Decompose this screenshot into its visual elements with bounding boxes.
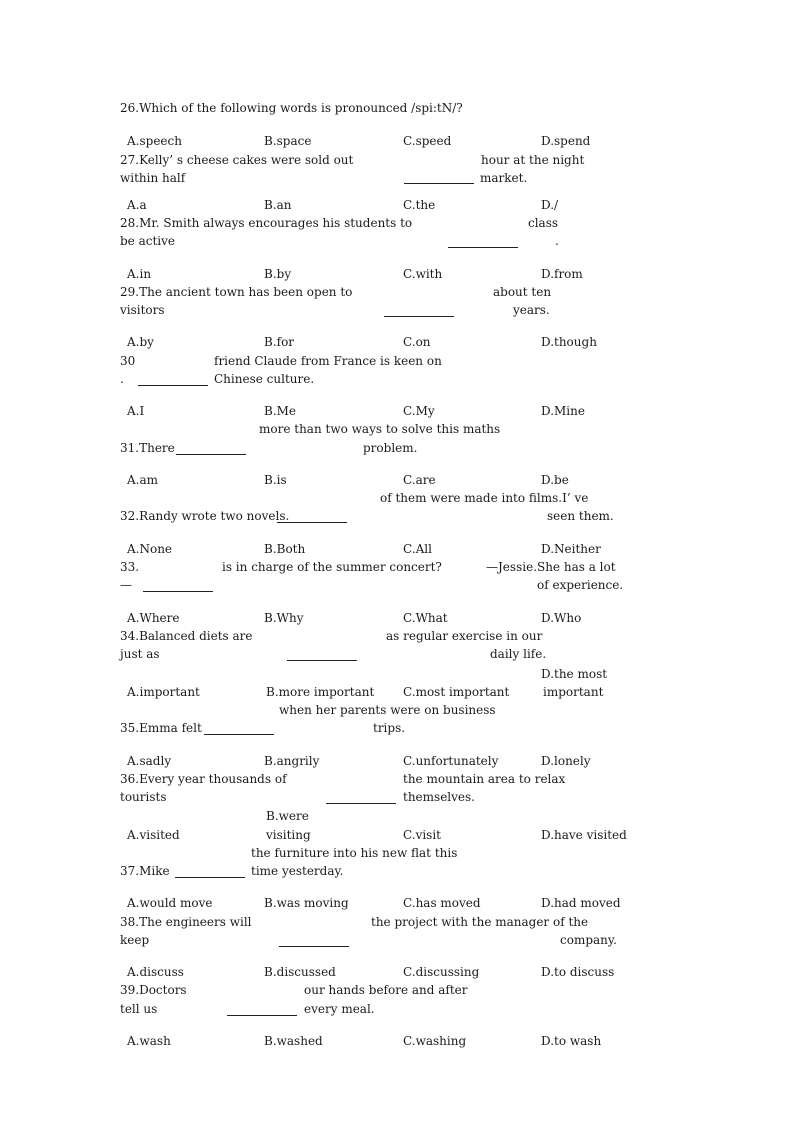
q34-line1: 34.Balanced diets are xyxy=(120,629,253,643)
q28-line2: be active xyxy=(120,234,176,248)
q31-option-d: D.be xyxy=(541,473,569,487)
q36-line2: tourists xyxy=(120,790,167,804)
q38-line2: keep xyxy=(120,933,150,947)
q37-option-b: B.was moving xyxy=(264,896,349,910)
q28-line2-right: . xyxy=(555,234,559,248)
q29-line1-right: about ten xyxy=(493,285,552,299)
q38-line2-right: company. xyxy=(560,933,617,947)
q39-option-b: B.washed xyxy=(264,1034,323,1048)
q34-answer-blank xyxy=(287,660,357,661)
q39-line1-right: our hands before and after xyxy=(304,983,468,997)
q38-answer-blank xyxy=(279,946,349,947)
q34-line2-right: daily life. xyxy=(490,647,547,661)
q35-option-a: A.sadly xyxy=(127,754,172,768)
q27-option-d: D./ xyxy=(541,198,559,212)
q29-answer-blank xyxy=(384,316,454,317)
q34-option-c: C.most important xyxy=(403,685,510,699)
q36-line2-right: themselves. xyxy=(403,790,475,804)
q38-line1: 38.The engineers will xyxy=(120,915,252,929)
q39-line2-right: every meal. xyxy=(304,1002,375,1016)
q30-option-b: B.Me xyxy=(264,404,297,418)
q35-line1-right: trips. xyxy=(373,721,406,735)
q34-line1-right: as regular exercise in our xyxy=(386,629,543,643)
q39-line2: tell us xyxy=(120,1002,158,1016)
q33-option-b: B.Why xyxy=(264,611,304,625)
q39-line1: 39.Doctors xyxy=(120,983,187,997)
q27-line2-right: market. xyxy=(480,171,528,185)
q29-line2: visitors xyxy=(120,303,165,317)
q31-line-top: more than two ways to solve this maths xyxy=(259,422,501,436)
q31-line1: 31.There xyxy=(120,441,175,455)
q33-line1: is in charge of the summer concert? xyxy=(222,560,442,574)
q37-line-top: the furniture into his new flat this xyxy=(251,846,458,860)
q32-option-d: D.Neither xyxy=(541,542,601,556)
q32-line-top: of them were made into films.I’ ve xyxy=(380,491,589,505)
q33-line1-right: —Jessie.She has a lot xyxy=(486,560,616,574)
q36-option-b-line2: visiting xyxy=(266,828,311,842)
q30-line1: friend Claude from France is keen on xyxy=(214,354,442,368)
q34-option-d-line1: D.the most xyxy=(541,667,608,681)
q34-option-b: B.more important xyxy=(266,685,375,699)
q32-option-a: A.None xyxy=(127,542,173,556)
q37-option-a: A.would move xyxy=(127,896,213,910)
q32-option-b: B.Both xyxy=(264,542,306,556)
q29-line2-right: years. xyxy=(513,303,550,317)
q26-option-c: C.speed xyxy=(403,134,452,148)
q38-line1-right: the project with the manager of the xyxy=(371,915,589,929)
q29-option-d: D.though xyxy=(541,335,597,349)
q26-option-d: D.spend xyxy=(541,134,591,148)
q30-answer-blank xyxy=(138,385,208,386)
q35-line-top: when her parents were on business xyxy=(279,703,496,717)
q28-option-b: B.by xyxy=(264,267,292,281)
q37-option-d: D.had moved xyxy=(541,896,621,910)
q33-option-a: A.Where xyxy=(127,611,180,625)
q33-option-d: D.Who xyxy=(541,611,582,625)
q30-option-a: A.I xyxy=(127,404,145,418)
q27-line1-right: hour at the night xyxy=(481,153,585,167)
q33-line2: — xyxy=(120,578,132,592)
q31-answer-blank xyxy=(176,454,246,455)
q31-line1-right: problem. xyxy=(363,441,418,455)
q34-option-d-line2: important xyxy=(543,685,604,699)
q38-option-c: C.discussing xyxy=(403,965,480,979)
q28-option-c: C.with xyxy=(403,267,443,281)
q38-option-a: A.discuss xyxy=(127,965,184,979)
q35-option-c: C.unfortunately xyxy=(403,754,499,768)
q39-option-c: C.washing xyxy=(403,1034,467,1048)
q38-option-d: D.to discuss xyxy=(541,965,615,979)
q26-option-b: B.space xyxy=(264,134,312,148)
q32-answer-blank xyxy=(277,522,347,523)
q26-option-a: A.speech xyxy=(127,134,182,148)
q39-option-a: A.wash xyxy=(127,1034,171,1048)
q29-option-c: C.on xyxy=(403,335,431,349)
q33-option-c: C.What xyxy=(403,611,448,625)
q29-option-b: B.for xyxy=(264,335,295,349)
q38-option-b: B.discussed xyxy=(264,965,336,979)
q36-option-d: D.have visited xyxy=(541,828,627,842)
q32-line1-right: seen them. xyxy=(547,509,614,523)
q28-line1: 28.Mr. Smith always encourages his students to xyxy=(120,216,413,230)
q37-line1: 37.Mike xyxy=(120,864,170,878)
q26-stem: 26.Which of the following words is pronounced /spi:tN/? xyxy=(120,101,463,115)
q36-answer-blank xyxy=(326,803,396,804)
q27-option-b: B.an xyxy=(264,198,292,212)
q35-option-d: D.lonely xyxy=(541,754,591,768)
q34-line2: just as xyxy=(120,647,160,661)
q39-option-d: D.to wash xyxy=(541,1034,602,1048)
q28-option-a: A.in xyxy=(127,267,152,281)
q30-number: 30 xyxy=(120,354,136,368)
q33-answer-blank xyxy=(143,591,213,592)
q28-answer-blank xyxy=(448,247,518,248)
q27-answer-blank xyxy=(404,183,474,184)
q32-line1: 32.Randy wrote two novels. xyxy=(120,509,290,523)
q33-line2-right: of experience. xyxy=(537,578,624,592)
q39-answer-blank xyxy=(227,1015,297,1016)
q34-option-a: A.important xyxy=(127,685,200,699)
q36-option-c: C.visit xyxy=(403,828,442,842)
q30-option-c: C.My xyxy=(403,404,435,418)
q27-line1: 27.Kelly’ s cheese cakes were sold out xyxy=(120,153,354,167)
q35-answer-blank xyxy=(204,734,274,735)
q30-line2-right: Chinese culture. xyxy=(214,372,315,386)
q28-option-d: D.from xyxy=(541,267,583,281)
q36-option-a: A.visited xyxy=(127,828,180,842)
q37-line1-right: time yesterday. xyxy=(251,864,344,878)
q29-line1: 29.The ancient town has been open to xyxy=(120,285,353,299)
q37-answer-blank xyxy=(175,877,245,878)
q30-option-d: D.Mine xyxy=(541,404,585,418)
q27-option-a: A.a xyxy=(127,198,147,212)
q27-option-c: C.the xyxy=(403,198,436,212)
q36-line1-right: the mountain area to relax xyxy=(403,772,566,786)
q31-option-a: A.am xyxy=(127,473,159,487)
q36-option-b-line1: B.were xyxy=(266,809,309,823)
q35-line1: 35.Emma felt xyxy=(120,721,202,735)
q28-line1-right: class xyxy=(528,216,559,230)
q31-option-b: B.is xyxy=(264,473,287,487)
q32-option-c: C.All xyxy=(403,542,432,556)
q31-option-c: C.are xyxy=(403,473,436,487)
q33-number: 33. xyxy=(120,560,140,574)
q27-line2: within half xyxy=(120,171,186,185)
q29-option-a: A.by xyxy=(127,335,154,349)
q35-option-b: B.angrily xyxy=(264,754,320,768)
q36-line1: 36.Every year thousands of xyxy=(120,772,287,786)
q37-option-c: C.has moved xyxy=(403,896,481,910)
q30-line2: . xyxy=(120,372,124,386)
